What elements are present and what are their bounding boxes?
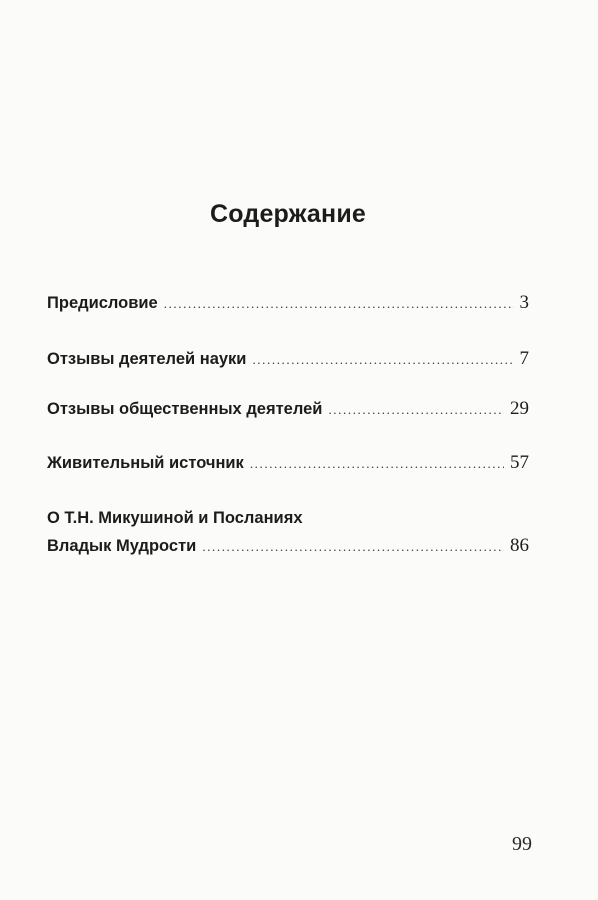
toc-entry-title: Предисловие <box>47 294 158 312</box>
dot-leader <box>202 539 504 555</box>
toc-entry-title-line1: О Т.Н. Микушиной и Посланиях <box>47 509 303 527</box>
toc-entry-title: Живительный источник <box>47 454 244 472</box>
toc-entry-page: 3 <box>519 292 529 313</box>
toc-entry-page: 7 <box>519 348 529 369</box>
page-number: 99 <box>512 833 532 855</box>
toc-entry-page: 57 <box>510 452 529 473</box>
toc-entry <box>47 452 529 474</box>
page-title: Содержание <box>209 200 367 228</box>
toc-entry-page: 29 <box>510 398 529 419</box>
toc-entry <box>47 398 529 420</box>
toc-entry <box>47 509 529 557</box>
toc-entry-page: 86 <box>510 535 529 556</box>
toc-entry-title: Владык Мудрости <box>47 537 197 555</box>
toc-entry <box>47 292 529 314</box>
toc-entry-title: Отзывы деятелей науки <box>47 350 247 368</box>
dot-leader <box>328 402 504 418</box>
dot-leader <box>250 456 504 472</box>
toc-entry-title: Отзывы общественных деятелей <box>47 400 323 418</box>
dot-leader <box>164 296 514 312</box>
toc-entry <box>47 348 529 370</box>
dot-leader <box>252 352 513 368</box>
